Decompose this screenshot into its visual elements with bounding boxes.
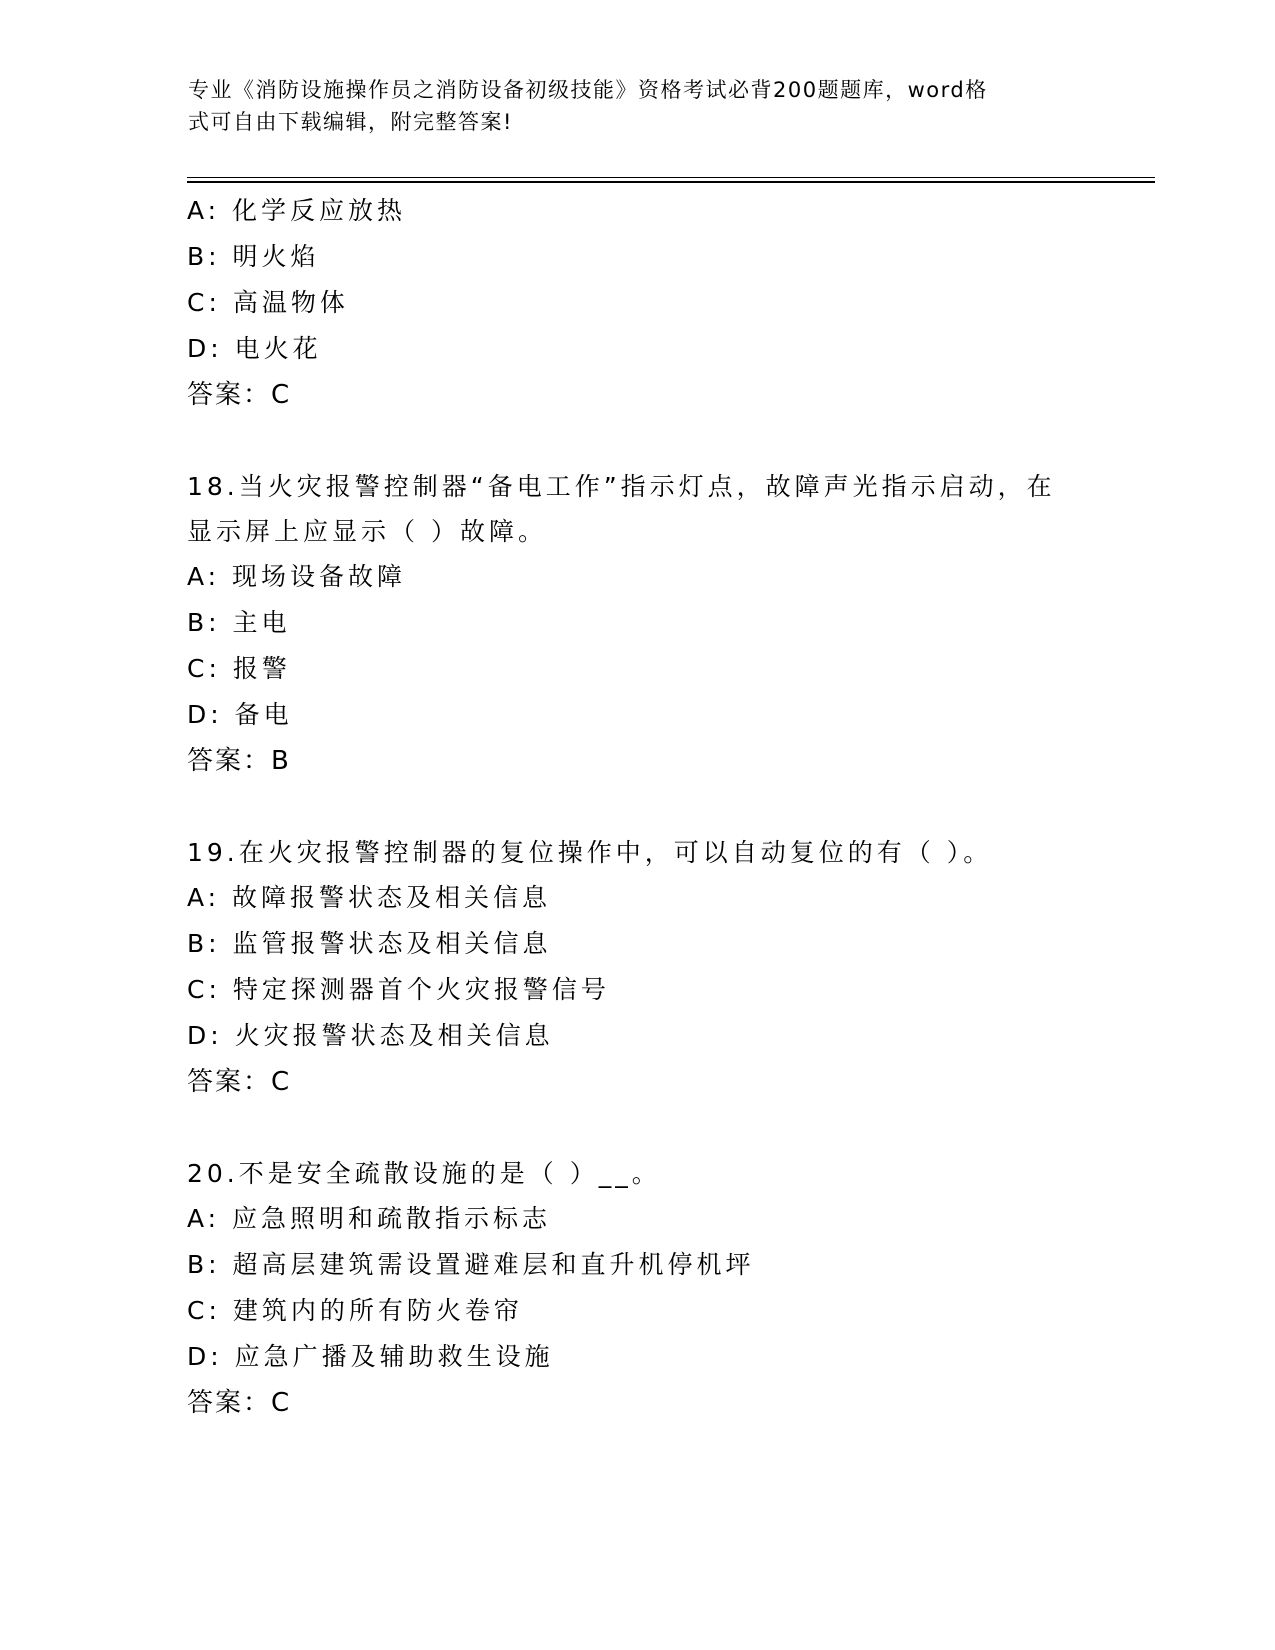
answer: 答案：C <box>187 380 292 410</box>
option-a: A: 现场设备故障 <box>187 562 407 591</box>
option-a: A: 故障报警状态及相关信息 <box>187 883 552 912</box>
option-c: C: 特定探测器首个火灾报警信号 <box>187 975 610 1004</box>
option-b: B: 主电 <box>187 608 291 637</box>
answer: 答案：C <box>187 1388 292 1418</box>
spacer <box>187 418 1087 464</box>
question-20 <box>187 1151 1087 1426</box>
spacer <box>187 1105 1087 1151</box>
header-line-2: 式可自由下载编辑，附完整答案! <box>188 110 513 134</box>
question-list <box>187 188 1087 1426</box>
header-divider-thin <box>187 177 1155 178</box>
option-b: B: 监管报警状态及相关信息 <box>187 929 552 958</box>
question-stem-line-1: 19.在火灾报警控制器的复位操作中，可以自动复位的有（ ）。 <box>187 838 993 867</box>
question-stem-line-1: 18.当火灾报警控制器“备电工作”指示灯点，故障声光指示启动，在 <box>187 472 1056 501</box>
option-d: D: 火灾报警状态及相关信息 <box>187 1021 554 1050</box>
option-c: C: 报警 <box>187 654 291 683</box>
header-line-1: 专业《消防设施操作员之消防设备初级技能》资格考试必背200题题库，word格 <box>188 78 988 102</box>
question-stem-line-1: 20.不是安全疏散设施的是（ ）__。 <box>187 1159 661 1188</box>
option-d: D: 备电 <box>187 700 293 729</box>
header-divider-thick <box>187 181 1155 183</box>
spacer <box>187 784 1087 830</box>
question-17 <box>187 188 1087 418</box>
option-d: D: 电火花 <box>187 334 322 363</box>
answer: 答案：C <box>187 1067 292 1097</box>
question-19 <box>187 830 1087 1105</box>
option-c: C: 建筑内的所有防火卷帘 <box>187 1296 523 1325</box>
option-a: A: 应急照明和疏散指示标志 <box>187 1204 552 1233</box>
answer: 答案：B <box>187 746 291 776</box>
option-b: B: 明火焰 <box>187 242 320 271</box>
question-stem-line-2: 显示屏上应显示（ ）故障。 <box>187 517 547 546</box>
option-b: B: 超高层建筑需设置避难层和直升机停机坪 <box>187 1250 755 1279</box>
option-a: A: 化学反应放热 <box>187 196 407 225</box>
option-d: D: 应急广播及辅助救生设施 <box>187 1342 554 1371</box>
document-header <box>188 74 1068 138</box>
option-c: C: 高温物体 <box>187 288 349 317</box>
question-18 <box>187 464 1087 784</box>
